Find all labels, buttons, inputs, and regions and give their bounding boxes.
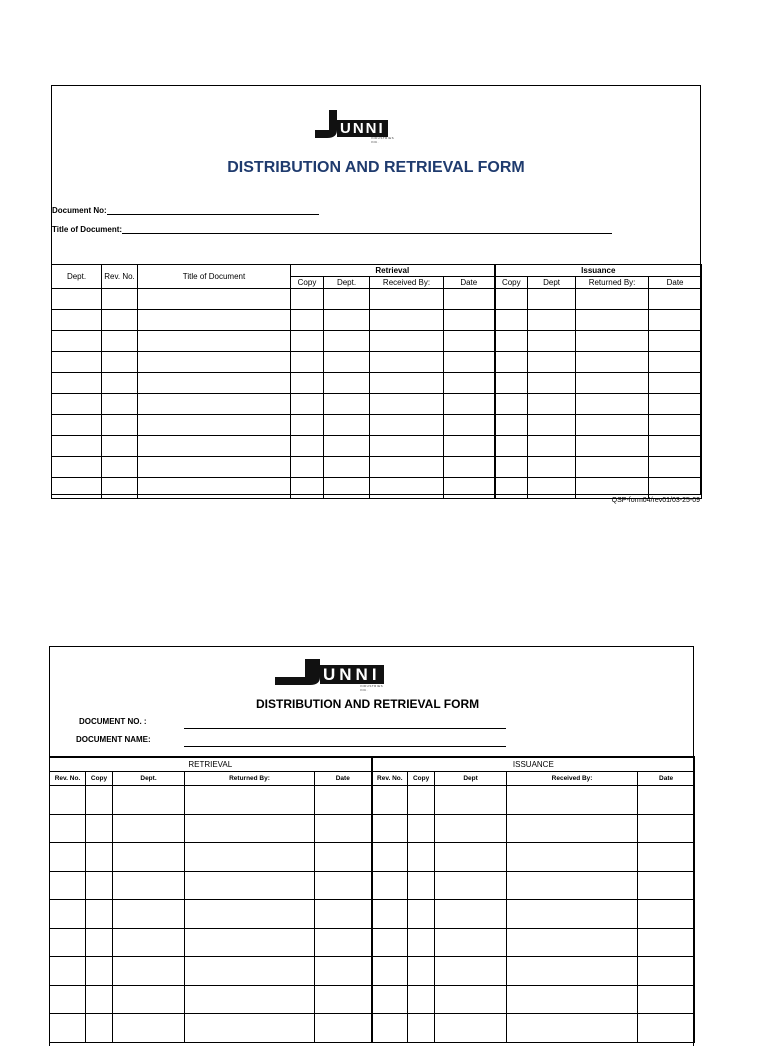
table-cell[interactable] <box>408 1014 435 1043</box>
column-header-returned-by: Returned By: <box>185 772 315 786</box>
table-cell[interactable] <box>185 814 315 843</box>
column-header-issuance-rev-no: Rev. No. <box>372 772 408 786</box>
table-row <box>50 1014 695 1043</box>
table-cell[interactable] <box>528 394 576 415</box>
table-cell[interactable] <box>576 394 649 415</box>
table-cell[interactable] <box>638 843 695 872</box>
table-cell[interactable] <box>638 1014 695 1043</box>
table-cell[interactable] <box>372 786 408 815</box>
table-cell[interactable] <box>324 415 370 436</box>
table-cell[interactable] <box>315 814 372 843</box>
table-cell[interactable] <box>528 373 576 394</box>
table-cell[interactable] <box>444 352 495 373</box>
table-cell[interactable] <box>52 289 102 310</box>
table-cell[interactable] <box>576 331 649 352</box>
table-cell[interactable] <box>495 415 528 436</box>
table-cell[interactable] <box>138 415 291 436</box>
table-cell[interactable] <box>86 814 113 843</box>
table-cell[interactable] <box>370 373 444 394</box>
table-cell[interactable] <box>291 457 324 478</box>
table-cell[interactable] <box>185 843 315 872</box>
table-cell[interactable] <box>649 373 702 394</box>
table-cell[interactable] <box>291 352 324 373</box>
table-cell[interactable] <box>649 478 702 499</box>
group-header-retrieval: RETRIEVAL <box>50 757 372 772</box>
table-cell[interactable] <box>185 985 315 1014</box>
table-cell[interactable] <box>102 394 138 415</box>
table-cell[interactable] <box>495 436 528 457</box>
table-cell[interactable] <box>315 1014 372 1043</box>
table-cell[interactable] <box>372 814 408 843</box>
table-cell[interactable] <box>291 436 324 457</box>
table-cell[interactable] <box>291 478 324 499</box>
column-header-retrieval-dept: Dept. <box>324 277 370 289</box>
table-cell[interactable] <box>138 289 291 310</box>
table-cell[interactable] <box>495 310 528 331</box>
table-cell[interactable] <box>138 373 291 394</box>
table-cell[interactable] <box>370 415 444 436</box>
table-cell[interactable] <box>86 843 113 872</box>
table-cell[interactable] <box>291 394 324 415</box>
column-header-dept: Dept. <box>52 265 102 289</box>
table-cell[interactable] <box>649 394 702 415</box>
table-cell[interactable] <box>86 871 113 900</box>
table-row <box>52 415 702 436</box>
table-cell[interactable] <box>86 786 113 815</box>
group-header-issuance: ISSUANCE <box>372 757 695 772</box>
table-cell[interactable] <box>138 331 291 352</box>
table-cell[interactable] <box>291 310 324 331</box>
table-cell[interactable] <box>315 900 372 929</box>
table-row <box>52 331 702 352</box>
table-cell[interactable] <box>649 436 702 457</box>
table-cell[interactable] <box>507 843 638 872</box>
column-header-retrieval-date: Date <box>315 772 372 786</box>
table-cell[interactable] <box>370 289 444 310</box>
column-header-retrieval-copy: Copy <box>86 772 113 786</box>
table-cell[interactable] <box>408 900 435 929</box>
table-row <box>52 478 702 499</box>
table-cell[interactable] <box>315 843 372 872</box>
table-cell[interactable] <box>324 310 370 331</box>
table-cell[interactable] <box>113 900 185 929</box>
table-cell[interactable] <box>113 928 185 957</box>
logo-tagline: INDUSTRIES INC. <box>360 684 384 692</box>
table-cell[interactable] <box>185 957 315 986</box>
table-cell[interactable] <box>52 331 102 352</box>
table-cell[interactable] <box>324 289 370 310</box>
table-cell[interactable] <box>102 373 138 394</box>
table-cell[interactable] <box>113 1014 185 1043</box>
table-cell[interactable] <box>113 843 185 872</box>
table-cell[interactable] <box>370 394 444 415</box>
table-cell[interactable] <box>576 457 649 478</box>
table-cell[interactable] <box>324 436 370 457</box>
table-cell[interactable] <box>495 394 528 415</box>
table-cell[interactable] <box>649 331 702 352</box>
table-cell[interactable] <box>86 900 113 929</box>
distribution-retrieval-form-2 <box>49 646 694 1046</box>
table-cell[interactable] <box>444 310 495 331</box>
table-cell[interactable] <box>444 436 495 457</box>
logo-wordmark: UNNI <box>320 665 384 684</box>
form-title: DISTRIBUTION AND RETRIEVAL FORM <box>227 159 525 176</box>
table-row <box>52 310 702 331</box>
table-cell[interactable] <box>444 331 495 352</box>
table-cell[interactable] <box>50 985 86 1014</box>
title-of-document-field[interactable] <box>52 225 612 234</box>
document-name-input-line[interactable] <box>184 746 506 747</box>
table-cell[interactable] <box>507 814 638 843</box>
table-cell[interactable] <box>185 928 315 957</box>
table-cell[interactable] <box>50 814 86 843</box>
table-cell[interactable] <box>435 814 507 843</box>
table-cell[interactable] <box>408 928 435 957</box>
table-cell[interactable] <box>52 478 102 499</box>
table-row <box>52 289 702 310</box>
table-cell[interactable] <box>370 457 444 478</box>
table-cell[interactable] <box>435 985 507 1014</box>
table-cell[interactable] <box>372 928 408 957</box>
table-cell[interactable] <box>138 310 291 331</box>
table-cell[interactable] <box>638 985 695 1014</box>
table-cell[interactable] <box>638 871 695 900</box>
logo-tagline: INDUSTRIES INC. <box>371 136 395 144</box>
table-cell[interactable] <box>52 373 102 394</box>
table-cell[interactable] <box>102 352 138 373</box>
column-header-issuance-date: Date <box>638 772 695 786</box>
table-cell[interactable] <box>52 310 102 331</box>
table-cell[interactable] <box>408 843 435 872</box>
table-cell[interactable] <box>576 415 649 436</box>
table-row <box>50 786 695 815</box>
table-cell[interactable] <box>138 352 291 373</box>
table-cell[interactable] <box>185 871 315 900</box>
table-row <box>52 457 702 478</box>
table-cell[interactable] <box>528 436 576 457</box>
table-cell[interactable] <box>50 928 86 957</box>
document-no-label: DOCUMENT NO. : <box>79 717 147 726</box>
table-cell[interactable] <box>435 928 507 957</box>
table-cell[interactable] <box>576 436 649 457</box>
table-row <box>52 373 702 394</box>
column-header-issuance-copy: Copy <box>408 772 435 786</box>
group-header-retrieval: Retrieval <box>291 265 495 277</box>
table-cell[interactable] <box>649 352 702 373</box>
table-cell[interactable] <box>649 457 702 478</box>
table-row <box>52 352 702 373</box>
table-cell[interactable] <box>649 310 702 331</box>
table-cell[interactable] <box>528 289 576 310</box>
table-cell[interactable] <box>138 478 291 499</box>
table-cell[interactable] <box>507 957 638 986</box>
logo-swoosh-icon <box>275 659 320 685</box>
table-row <box>50 843 695 872</box>
table-cell[interactable] <box>435 871 507 900</box>
table-cell[interactable] <box>52 352 102 373</box>
table-cell[interactable] <box>528 478 576 499</box>
table-cell[interactable] <box>102 310 138 331</box>
table-cell[interactable] <box>52 394 102 415</box>
table-cell[interactable] <box>649 415 702 436</box>
table-row <box>50 928 695 957</box>
table-row <box>50 814 695 843</box>
table-cell[interactable] <box>372 1014 408 1043</box>
table-cell[interactable] <box>507 1014 638 1043</box>
table-cell[interactable] <box>444 415 495 436</box>
column-header-rev-no: Rev. No. <box>102 265 138 289</box>
table-cell[interactable] <box>86 957 113 986</box>
table-cell[interactable] <box>315 985 372 1014</box>
table-cell[interactable] <box>102 457 138 478</box>
table-cell[interactable] <box>52 436 102 457</box>
table-cell[interactable] <box>495 352 528 373</box>
table-cell[interactable] <box>185 900 315 929</box>
table-cell[interactable] <box>86 1014 113 1043</box>
table-cell[interactable] <box>113 957 185 986</box>
form-code: QSP-form04/rev01/03-25-09 <box>611 497 700 504</box>
column-header-retrieval-rev-no: Rev. No. <box>50 772 86 786</box>
table-cell[interactable] <box>50 871 86 900</box>
table-cell[interactable] <box>370 436 444 457</box>
table-cell[interactable] <box>324 352 370 373</box>
column-header-title: Title of Document <box>138 265 291 289</box>
distribution-retrieval-form-1 <box>51 85 701 495</box>
table-cell[interactable] <box>86 985 113 1014</box>
table-cell[interactable] <box>435 900 507 929</box>
table-cell[interactable] <box>576 478 649 499</box>
table-cell[interactable] <box>138 436 291 457</box>
title-of-document-label: Title of Document: <box>52 225 123 234</box>
table-cell[interactable] <box>113 786 185 815</box>
table-cell[interactable] <box>528 352 576 373</box>
table-cell[interactable] <box>528 331 576 352</box>
table-cell[interactable] <box>507 871 638 900</box>
table-cell[interactable] <box>444 457 495 478</box>
table-cell[interactable] <box>638 814 695 843</box>
table-row <box>52 436 702 457</box>
table-cell[interactable] <box>291 415 324 436</box>
column-header-issuance-date: Date <box>649 277 702 289</box>
table-cell[interactable] <box>408 786 435 815</box>
table-cell[interactable] <box>138 394 291 415</box>
table-cell[interactable] <box>315 786 372 815</box>
table-cell[interactable] <box>315 928 372 957</box>
table-cell[interactable] <box>185 1014 315 1043</box>
table-cell[interactable] <box>315 957 372 986</box>
table-cell[interactable] <box>495 331 528 352</box>
table-cell[interactable] <box>638 900 695 929</box>
table-cell[interactable] <box>444 373 495 394</box>
table-cell[interactable] <box>528 457 576 478</box>
table-cell[interactable] <box>507 900 638 929</box>
table-cell[interactable] <box>507 985 638 1014</box>
table-cell[interactable] <box>507 786 638 815</box>
table-cell[interactable] <box>113 871 185 900</box>
table-cell[interactable] <box>50 843 86 872</box>
table-cell[interactable] <box>528 310 576 331</box>
table-cell[interactable] <box>52 457 102 478</box>
table-row <box>50 985 695 1014</box>
column-header-retrieval-dept: Dept. <box>113 772 185 786</box>
table-cell[interactable] <box>495 457 528 478</box>
table-cell[interactable] <box>576 352 649 373</box>
table-cell[interactable] <box>324 394 370 415</box>
table-cell[interactable] <box>185 786 315 815</box>
company-logo <box>315 110 395 144</box>
column-header-issuance-dept: Dept <box>435 772 507 786</box>
table-cell[interactable] <box>435 843 507 872</box>
table-cell[interactable] <box>638 786 695 815</box>
table-cell[interactable] <box>102 331 138 352</box>
retrieval-issuance-table <box>49 756 695 1043</box>
table-cell[interactable] <box>52 415 102 436</box>
table-row <box>50 957 695 986</box>
document-no-label: Document No: <box>52 206 107 215</box>
table-cell[interactable] <box>495 289 528 310</box>
table-cell[interactable] <box>50 1014 86 1043</box>
table-cell[interactable] <box>370 352 444 373</box>
document-name-label: DOCUMENT NAME: <box>76 735 151 744</box>
table-cell[interactable] <box>576 310 649 331</box>
form-title: DISTRIBUTION AND RETRIEVAL FORM <box>256 697 480 711</box>
table-cell[interactable] <box>372 957 408 986</box>
column-header-retrieval-copy: Copy <box>291 277 324 289</box>
group-header-issuance: Issuance <box>495 265 702 277</box>
table-row <box>50 900 695 929</box>
table-cell[interactable] <box>102 478 138 499</box>
table-cell[interactable] <box>102 289 138 310</box>
table-cell[interactable] <box>576 289 649 310</box>
table-cell[interactable] <box>86 928 113 957</box>
column-header-issuance-copy: Copy <box>495 277 528 289</box>
table-cell[interactable] <box>291 373 324 394</box>
table-row <box>50 871 695 900</box>
company-logo <box>275 659 384 692</box>
table-cell[interactable] <box>408 985 435 1014</box>
table-cell[interactable] <box>324 373 370 394</box>
table-cell[interactable] <box>372 871 408 900</box>
table-cell[interactable] <box>372 985 408 1014</box>
table-cell[interactable] <box>50 957 86 986</box>
column-header-issuance-dept: Dept <box>528 277 576 289</box>
table-cell[interactable] <box>408 871 435 900</box>
table-cell[interactable] <box>370 478 444 499</box>
table-cell[interactable] <box>113 814 185 843</box>
document-no-input-line[interactable] <box>184 728 506 729</box>
column-header-returned-by: Returned By: <box>576 277 649 289</box>
table-cell[interactable] <box>291 289 324 310</box>
table-cell[interactable] <box>324 457 370 478</box>
table-row <box>52 394 702 415</box>
table-cell[interactable] <box>370 310 444 331</box>
column-header-received-by: Received By: <box>507 772 638 786</box>
table-cell[interactable] <box>102 436 138 457</box>
distribution-table <box>51 264 702 499</box>
table-cell[interactable] <box>576 373 649 394</box>
table-cell[interactable] <box>324 478 370 499</box>
column-header-retrieval-date: Date <box>444 277 495 289</box>
table-cell[interactable] <box>435 786 507 815</box>
logo-swoosh-icon <box>315 110 337 138</box>
table-cell[interactable] <box>495 478 528 499</box>
table-cell[interactable] <box>444 394 495 415</box>
table-cell[interactable] <box>370 331 444 352</box>
table-cell[interactable] <box>408 957 435 986</box>
table-cell[interactable] <box>638 928 695 957</box>
table-cell[interactable] <box>291 331 324 352</box>
table-cell[interactable] <box>102 415 138 436</box>
table-cell[interactable] <box>638 957 695 986</box>
document-no-field[interactable] <box>52 206 319 215</box>
table-cell[interactable] <box>435 1014 507 1043</box>
table-cell[interactable] <box>435 957 507 986</box>
table-cell[interactable] <box>50 900 86 929</box>
table-cell[interactable] <box>324 331 370 352</box>
logo-wordmark: UNNI <box>337 120 388 137</box>
table-cell[interactable] <box>444 289 495 310</box>
table-cell[interactable] <box>113 985 185 1014</box>
column-header-received-by: Received By: <box>370 277 444 289</box>
table-cell[interactable] <box>372 900 408 929</box>
table-cell[interactable] <box>408 814 435 843</box>
table-cell[interactable] <box>372 843 408 872</box>
table-cell[interactable] <box>507 928 638 957</box>
table-cell[interactable] <box>50 786 86 815</box>
table-cell[interactable] <box>495 373 528 394</box>
table-cell[interactable] <box>315 871 372 900</box>
table-cell[interactable] <box>444 478 495 499</box>
table-cell[interactable] <box>649 289 702 310</box>
table-cell[interactable] <box>528 415 576 436</box>
table-cell[interactable] <box>138 457 291 478</box>
